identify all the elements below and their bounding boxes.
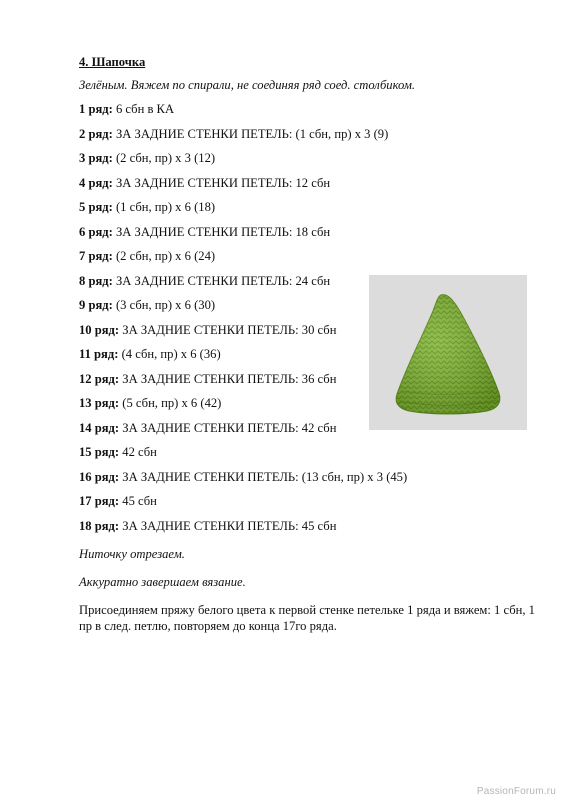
pattern-row [79,101,539,126]
row-label: 9 ряд: [79,298,113,312]
row-text: (4 сбн, пр) х 6 (36) [118,347,221,361]
row-text: 42 сбн [119,445,157,459]
row-text: ЗА ЗАДНИЕ СТЕНКИ ПЕТЕЛЬ: (13 сбн, пр) х 3 (45) [119,469,408,484]
knitted-hat-photo [369,275,527,430]
row-label: 14 ряд: [79,420,120,435]
row-label: 2 ряд: [79,126,113,141]
row-label: 5 ряд: [79,200,113,214]
pattern-row [79,224,539,249]
row-label: 11 ряд: [79,347,119,361]
row-text: (2 сбн, пр) х 6 (24) [112,249,216,263]
row-label: 18 ряд: [79,518,120,533]
pattern-row [79,444,539,469]
pattern-row [79,518,539,543]
row-text: ЗА ЗАДНИЕ СТЕНКИ ПЕТЕЛЬ: (1 сбн, пр) х 3 (9) [112,126,389,141]
pattern-row [79,126,539,151]
row-label: 16 ряд: [79,469,120,484]
row-text: 6 сбн в КА [112,102,175,116]
note-finish: Аккуратно завершаем вязание. [79,575,246,589]
row-text: ЗА ЗАДНИЕ СТЕНКИ ПЕТЕЛЬ: 30 сбн [119,322,337,337]
pattern-row [79,150,539,175]
final-paragraph: Присоединяем пряжу белого цвета к первой стенке петельке 1 ряда и вяжем: 1 сбн, 1 пр в след. петлю, повторяем до конца 17го ряда. [79,603,535,633]
pattern-row [79,469,539,494]
row-label: 17 ряд: [79,494,120,508]
row-text: ЗА ЗАДНИЕ СТЕНКИ ПЕТЕЛЬ: 42 сбн [119,420,337,435]
pattern-row [79,199,539,224]
row-label: 4 ряд: [79,175,113,190]
knitted-hat-illustration [369,275,527,430]
watermark: PassionForum.ru [476,786,556,797]
row-label: 3 ряд: [79,151,113,165]
row-text: 45 сбн [119,494,157,508]
row-label: 15 ряд: [79,445,120,459]
row-label: 10 ряд: [79,322,120,337]
pattern-row [79,248,539,273]
row-label: 1 ряд: [79,102,113,116]
row-text: ЗА ЗАДНИЕ СТЕНКИ ПЕТЕЛЬ: 45 сбн [119,518,337,533]
row-label: 12 ряд: [79,371,120,386]
intro-text: Зелёным. Вяжем по спирали, не соединяя ряд соед. столбиком. [79,78,416,92]
row-text: (5 сбн, пр) х 6 (42) [119,396,222,410]
row-label: 13 ряд: [79,396,120,410]
row-text: ЗА ЗАДНИЕ СТЕНКИ ПЕТЕЛЬ: 18 сбн [112,224,331,239]
pattern-row [79,175,539,200]
row-label: 6 ряд: [79,224,113,239]
row-text: ЗА ЗАДНИЕ СТЕНКИ ПЕТЕЛЬ: 24 сбн [112,273,331,288]
row-text: (1 сбн, пр) х 6 (18) [112,200,216,214]
row-label: 8 ряд: [79,273,113,288]
row-text: (2 сбн, пр) х 3 (12) [112,151,216,165]
section-title: 4. Шапочка [79,55,146,69]
row-text: (3 сбн, пр) х 6 (30) [112,298,216,312]
row-text: ЗА ЗАДНИЕ СТЕНКИ ПЕТЕЛЬ: 36 сбн [119,371,337,386]
pattern-row [79,493,539,518]
note-cut-thread: Ниточку отрезаем. [79,547,185,561]
row-text: ЗА ЗАДНИЕ СТЕНКИ ПЕТЕЛЬ: 12 сбн [112,175,331,190]
row-label: 7 ряд: [79,249,113,263]
